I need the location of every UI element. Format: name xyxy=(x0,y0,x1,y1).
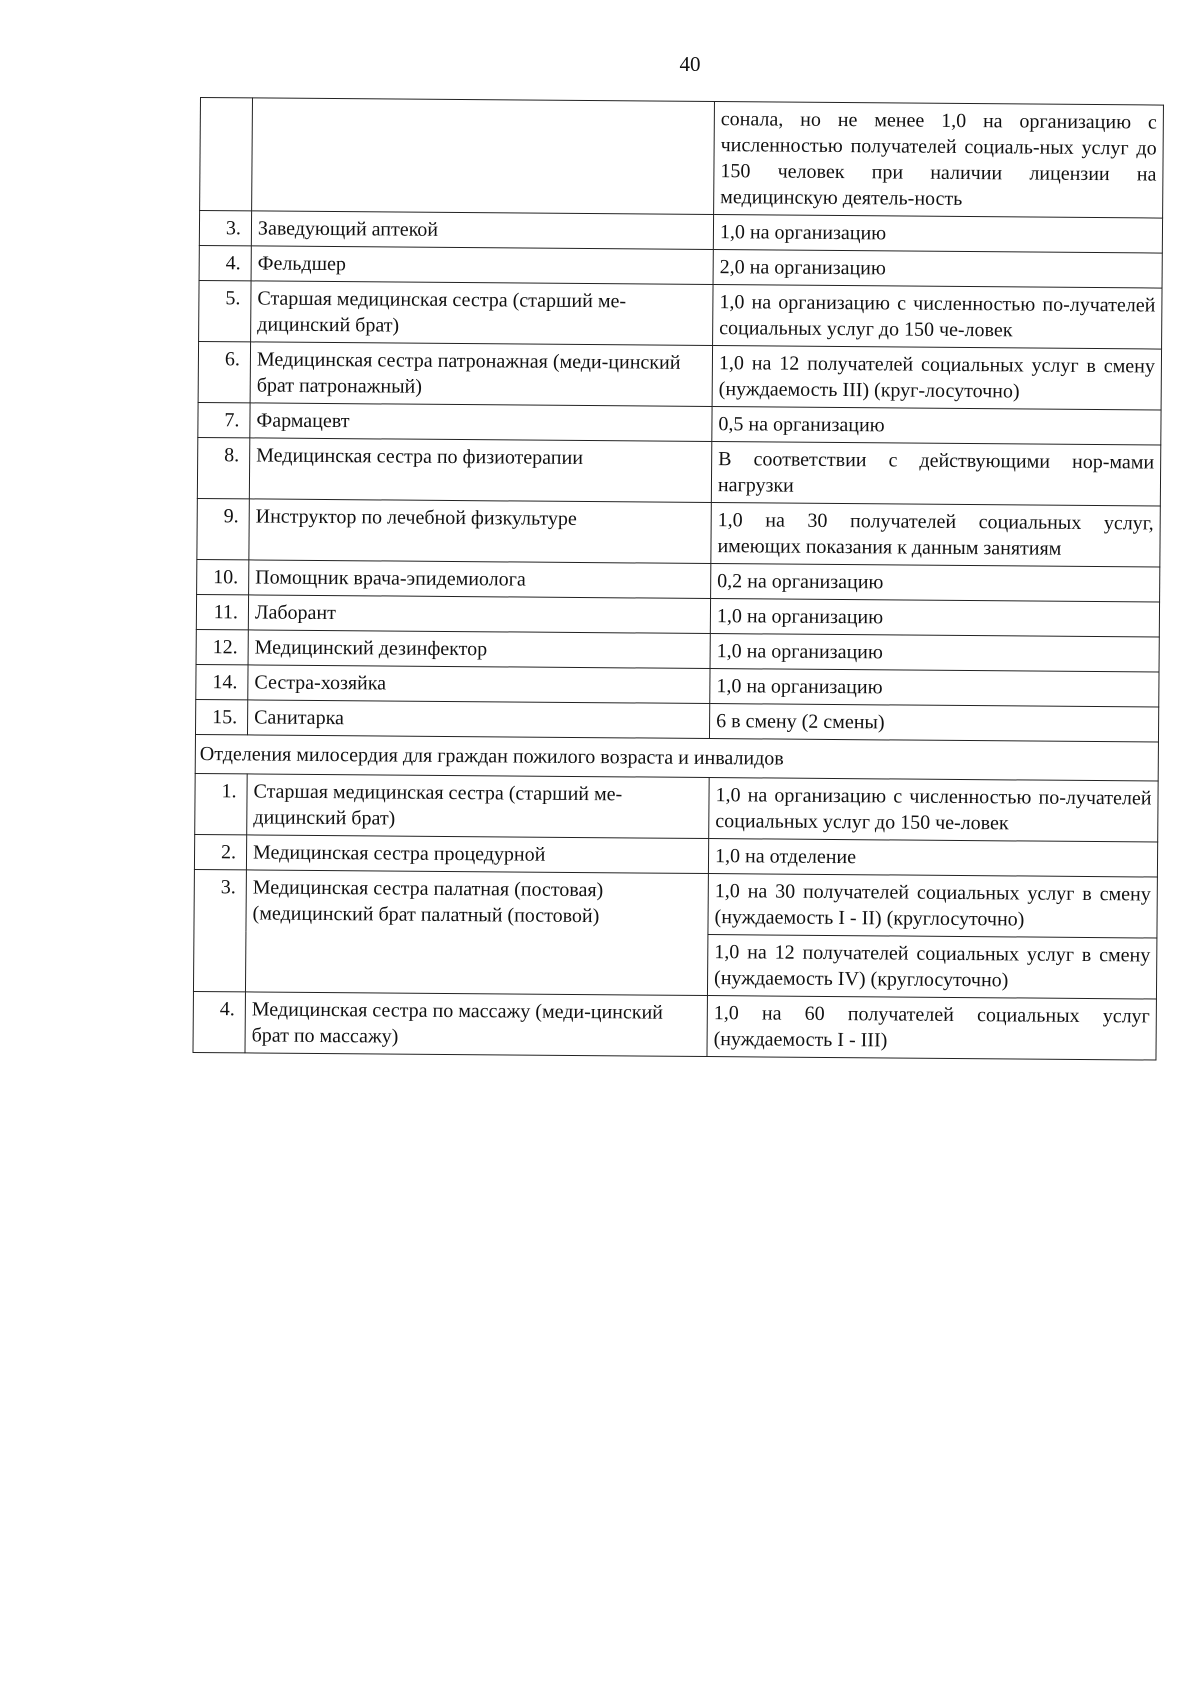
staffing-norm: 2,0 на организацию xyxy=(713,250,1162,289)
position-title xyxy=(252,98,715,215)
position-title: Медицинская сестра процедурной xyxy=(246,835,708,874)
staffing-norm: 1,0 на 60 получателей социальных услуг (нуждаемость I - III) xyxy=(707,996,1156,1061)
table-row xyxy=(198,341,1161,410)
staffing-norm: 1,0 на организацию xyxy=(710,599,1159,638)
section-title: Отделения милосердия для граждан пожилого возраста и инвалидов xyxy=(195,734,1158,781)
staffing-norm: 1,0 на 30 получателей социальных услуг в смену (нуждаемость I - II) (круглосуточно) xyxy=(708,874,1157,939)
table-row xyxy=(200,98,1164,219)
row-number: 2. xyxy=(194,834,246,869)
position-title: Медицинский дезинфектор xyxy=(248,630,710,669)
row-number: 8. xyxy=(197,437,249,498)
position-title: Фармацевт xyxy=(250,403,712,442)
page-number: 40 xyxy=(679,52,701,76)
position-title: Санитарка xyxy=(247,700,709,739)
table-row xyxy=(193,991,1156,1060)
position-title: Медицинская сестра по массажу (меди-цинский брат по массажу) xyxy=(245,992,707,1057)
staffing-norm: 1,0 на 12 получателей социальных услуг в смену (нуждаемость IV) (круглосуточно) xyxy=(707,935,1156,1000)
table-row xyxy=(199,280,1162,349)
row-number: 9. xyxy=(197,498,249,559)
position-title: Инструктор по лечебной физкультуре xyxy=(249,499,711,564)
table-row xyxy=(195,773,1158,842)
position-title: Лаборант xyxy=(248,595,710,634)
row-number: 10. xyxy=(197,559,249,594)
position-title: Медицинская сестра патронажная (меди-цинский брат патронажный) xyxy=(250,342,712,407)
row-number: 7. xyxy=(198,402,250,437)
position-title: Медицинская сестра палатная (постовая) (медицинский брат палатный (постовой) xyxy=(245,870,708,996)
table-body-main xyxy=(195,98,1163,743)
row-number: 3. xyxy=(193,869,246,991)
staffing-norm: сонала, но не менее 1,0 на организацию с численностью получателей социаль-ных услуг до 150 человек при наличии лицензии на медицинскую деятель-ность xyxy=(714,102,1164,219)
position-title: Заведующий аптекой xyxy=(251,211,713,250)
staffing-norm: 1,0 на 12 получателей социальных услуг в смену (нуждаемость III) (круг-лосуточно) xyxy=(712,346,1161,411)
table-row xyxy=(197,437,1160,506)
position-title: Медицинская сестра по физиотерапии xyxy=(249,438,711,503)
staffing-norm: В соответствии с действующими нор-мами нагрузки xyxy=(711,442,1160,507)
staffing-norm: 1,0 на организацию xyxy=(710,669,1159,708)
staffing-norm: 1,0 на отделение xyxy=(708,839,1157,878)
position-title: Сестра-хозяйка xyxy=(248,665,710,704)
row-number: 5. xyxy=(199,280,251,341)
table-row xyxy=(197,498,1160,567)
row-number: 12. xyxy=(196,629,248,664)
staffing-norm: 6 в смену (2 смены) xyxy=(709,704,1158,743)
row-number: 14. xyxy=(196,664,248,699)
staffing-norm: 1,0 на организацию с численностью по-лучателей социальных услуг до 150 че-ловек xyxy=(709,778,1158,843)
staffing-norm: 1,0 на организацию xyxy=(713,215,1162,254)
position-title: Помощник врача-эпидемиолога xyxy=(249,560,711,599)
row-number: 4. xyxy=(199,245,251,280)
table-row xyxy=(194,869,1157,938)
table-body-section xyxy=(193,773,1158,1060)
row-number: 11. xyxy=(196,594,248,629)
position-title: Старшая медицинская сестра (старший ме-дицинский брат) xyxy=(251,281,713,346)
row-number: 15. xyxy=(195,699,247,734)
row-number xyxy=(200,98,253,211)
staffing-norm: 0,2 на организацию xyxy=(711,564,1160,603)
staffing-norm: 1,0 на организацию xyxy=(710,634,1159,673)
staffing-norm: 1,0 на организацию с численностью по-лучателей социальных услуг до 150 че-ловек xyxy=(713,285,1162,350)
row-number: 4. xyxy=(193,991,245,1052)
staffing-norm: 1,0 на 30 получателей социальных услуг, имеющих показания к данным занятиям xyxy=(711,503,1160,568)
position-title: Фельдшер xyxy=(251,246,713,285)
row-number: 3. xyxy=(199,211,251,246)
row-number: 6. xyxy=(198,341,250,402)
staffing-table xyxy=(192,97,1163,1061)
row-number: 1. xyxy=(195,773,247,834)
position-title: Старшая медицинская сестра (старший ме-дицинский брат) xyxy=(247,774,709,839)
staffing-norm: 0,5 на организацию xyxy=(712,407,1161,446)
